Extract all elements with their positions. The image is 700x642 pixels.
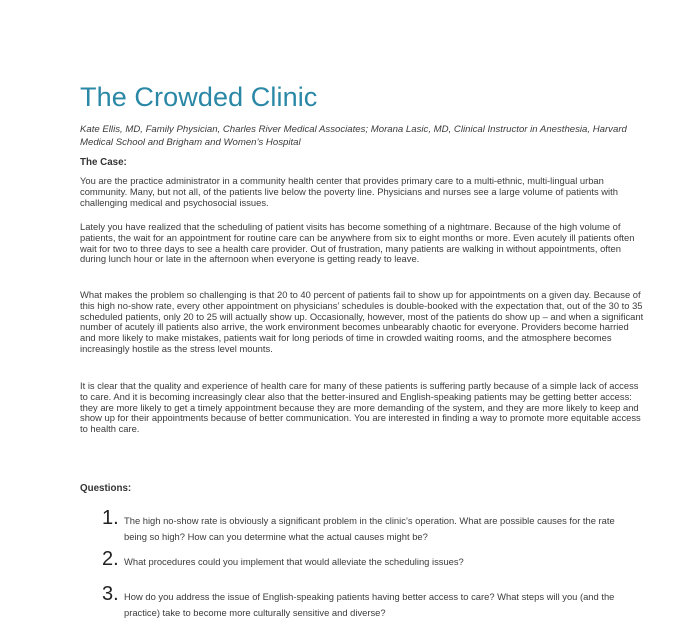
case-paragraph-4: It is clear that the quality and experience of health care for many of these patients is suffering partly because of a simple lack of access to care. And it is becoming increasingly clear also that the better-insured and English-speaking patients may be getting better access: they are more likely to get a timely appointment because they are more demanding of the system, and they are more likely to keep and show up for their appointments because of better communication. You are interested in finding a way to promote more equitable access to health care. bbox=[80, 380, 641, 435]
question-number: 3. bbox=[102, 583, 119, 605]
question-number: 1. bbox=[102, 507, 119, 529]
case-paragraph-2: Lately you have realized that the scheduling of patient visits has become something of a nightmare. Because of the high volume of patients, the wait for an appointment for routine care can be anywhere from six to eight months or more. Even acutely ill patients often wait for two to three days to see a health care provider. Out of frustration, many patients are walking in without appointments, often during lunch hour or late in the afternoon when everyone is getting ready to leave. bbox=[80, 221, 635, 265]
questions-heading: Questions: bbox=[80, 483, 132, 494]
case-paragraph-3: What makes the problem so challenging is that 20 to 40 percent of patients fail to show up for appointments on a given day. Because of this high no-show rate, every other appointment on physicians’ schedules is double-booked with the expectation that, out of the 30 to 35 scheduled patients, only 20 to 25 will actually show up. Occasionally, however, most of the patients do show up – and when a significant number of acutely ill patients also arrive, the work environment becomes unbearably chaotic for everyone. Providers become harried and more likely to make mistakes, patients wait for long periods of time in crowded waiting rooms, and the atmosphere becomes increasingly hostile as the stress level mounts. bbox=[80, 289, 644, 354]
case-paragraph-1: You are the practice administrator in a community health center that provides primary care to a multi-ethnic, multi-lingual urban community. Many, but not all, of the patients live below the poverty line. Physicians and nurses see a large volume of patients with challenging medical and psychosocial issues. bbox=[80, 175, 618, 208]
author-affiliations: Kate Ellis, MD, Family Physician, Charles River Medical Associates; Morana Lasic, MD, Clinical Instructor in Anesthesia, Harvard Medical School and Brigham and Women’s Hospital bbox=[80, 124, 627, 148]
question-text: The high no-show rate is obviously a significant problem in the clinic’s operation. What are possible causes for the rate being so high? How can you determine what the actual causes might be? bbox=[124, 515, 615, 542]
question-text: How do you address the issue of English-speaking patients having better access to care? What steps will you (and the practice) take to become more culturally sensitive and diverse? bbox=[124, 591, 615, 618]
case-heading: The Case: bbox=[80, 157, 127, 168]
document-title: The Crowded Clinic bbox=[80, 82, 318, 112]
question-number: 2. bbox=[102, 548, 119, 570]
question-text: What procedures could you implement that would alleviate the scheduling issues? bbox=[124, 556, 464, 567]
